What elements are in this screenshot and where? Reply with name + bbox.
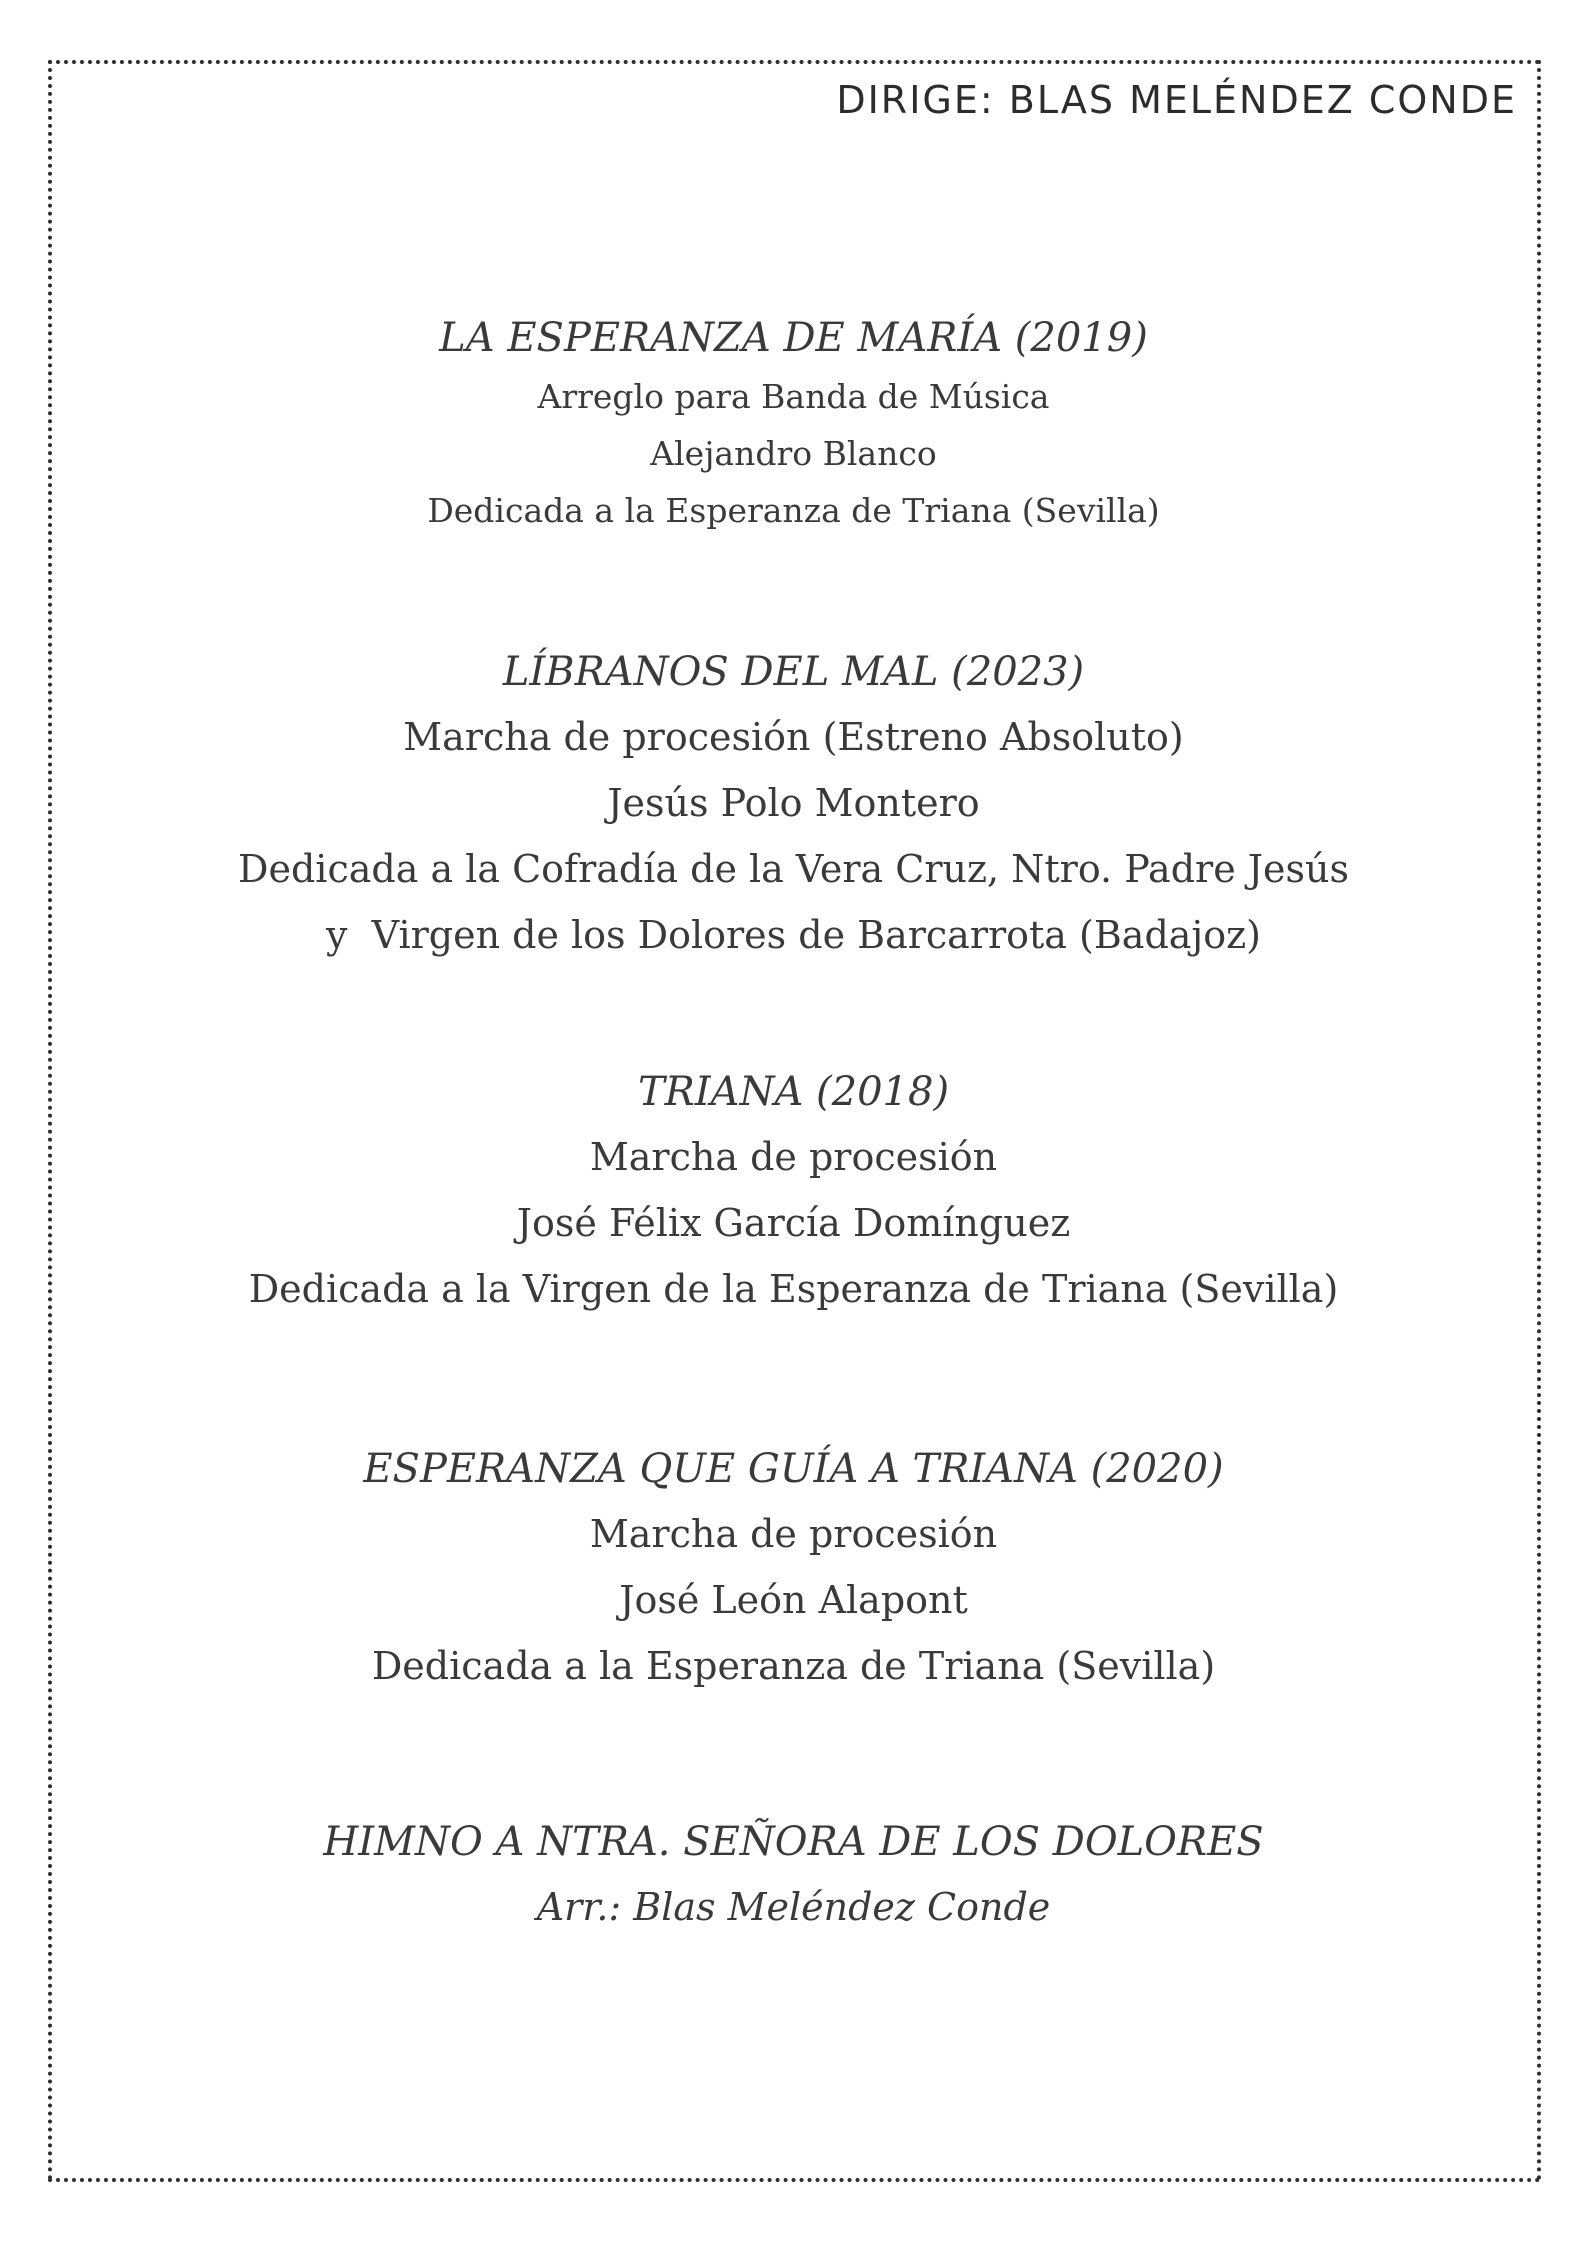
- program-piece: [0, 1060, 1587, 1322]
- piece-arrangement: Arreglo para Banda de Música: [537, 377, 1050, 416]
- program-piece: [0, 1810, 1587, 1940]
- piece-arranger: Arr.: Blas Meléndez Conde: [536, 1885, 1051, 1929]
- piece-dedication: Dedicada a la Virgen de la Esperanza de Triana (Sevilla): [248, 1267, 1339, 1311]
- piece-dedication: Dedicada a la Esperanza de Triana (Sevilla): [427, 491, 1160, 530]
- piece-title: ESPERANZA QUE GUÍA A TRIANA (2020): [363, 1446, 1224, 1492]
- program-piece: [0, 640, 1587, 968]
- piece-title: HIMNO A NTRA. SEÑORA DE LOS DOLORES: [323, 1819, 1264, 1865]
- piece-genre: Marcha de procesión: [589, 1135, 998, 1179]
- piece-composer: José León Alapont: [619, 1578, 968, 1622]
- piece-genre: Marcha de procesión: [589, 1512, 998, 1556]
- piece-dedication: Dedicada a la Cofradía de la Vera Cruz, Ntro. Padre Jesús: [238, 847, 1349, 891]
- piece-title: TRIANA (2018): [637, 1069, 950, 1115]
- piece-dedication-continued: y Virgen de los Dolores de Barcarrota (Badajoz): [326, 913, 1261, 957]
- piece-composer: José Félix García Domínguez: [516, 1201, 1071, 1245]
- program-piece: [0, 308, 1587, 539]
- piece-composer: Alejandro Blanco: [650, 434, 937, 473]
- piece-title: LÍBRANOS DEL MAL (2023): [502, 649, 1085, 695]
- piece-title: LA ESPERANZA DE MARÍA (2019): [439, 315, 1148, 361]
- director-heading: DIRIGE: BLAS MELÉNDEZ CONDE: [836, 78, 1517, 122]
- program-piece: [0, 1437, 1587, 1699]
- piece-composer: Jesús Polo Montero: [607, 781, 980, 825]
- piece-genre: Marcha de procesión (Estreno Absoluto): [403, 715, 1184, 759]
- piece-dedication: Dedicada a la Esperanza de Triana (Sevilla): [371, 1644, 1216, 1688]
